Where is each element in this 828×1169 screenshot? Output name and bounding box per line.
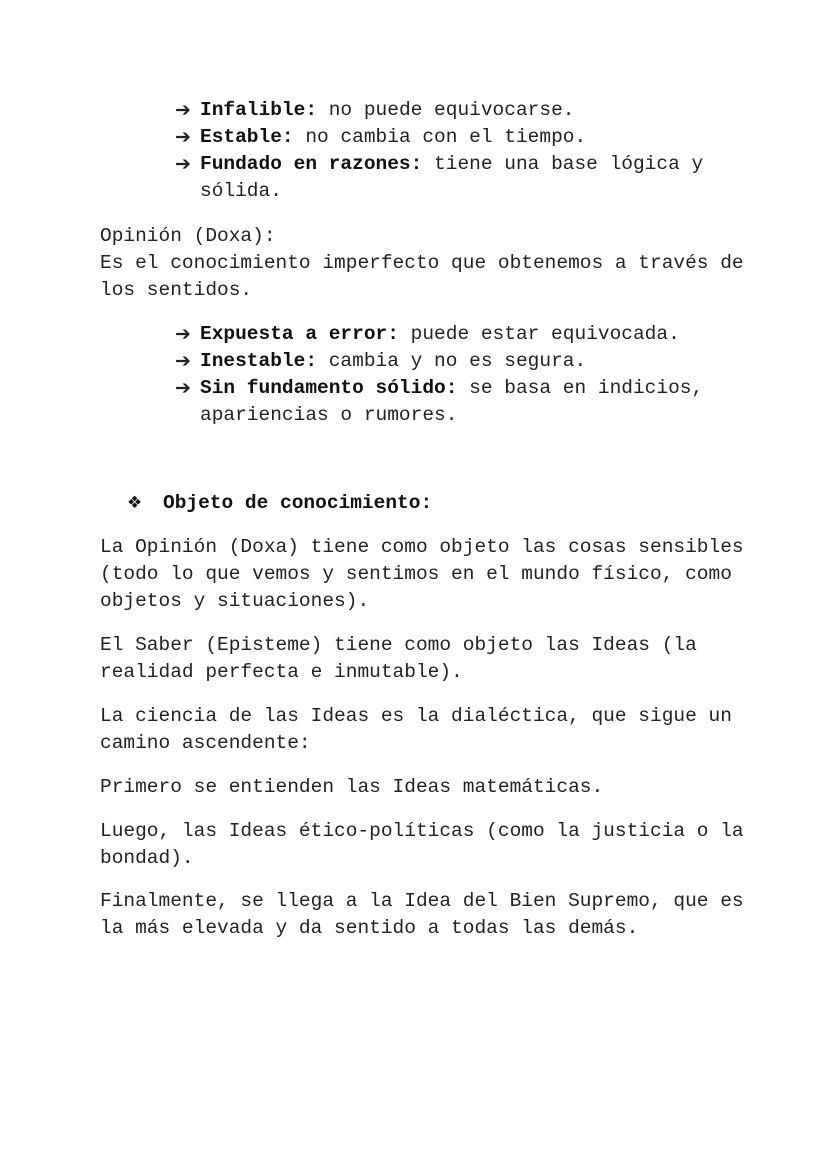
paragraph <box>100 703 760 757</box>
paragraph-text: Primero se entienden las Ideas matemáticas. <box>100 776 604 798</box>
paragraph <box>100 632 760 686</box>
list-item-term: Infalible: <box>200 99 318 121</box>
list-item-term: Sin fundamento sólido: <box>200 377 458 399</box>
list-item-term: Fundado en razones: <box>200 153 423 175</box>
saber-characteristics-list <box>175 97 735 205</box>
list-item-term: Inestable: <box>200 350 318 372</box>
arrow-right-icon: ➔ <box>175 377 191 399</box>
section-heading <box>127 490 432 517</box>
paragraph-text: La ciencia de las Ideas es la dialéctica, que sigue un camino ascendente: <box>100 705 732 754</box>
diamond-bullet-icon: ❖ <box>127 493 143 513</box>
list-item-desc: tiene una base lógica y sólida. <box>200 153 704 202</box>
arrow-right-icon: ➔ <box>175 323 191 345</box>
paragraph <box>100 774 760 801</box>
paragraph-text: Finalmente, se llega a la Idea del Bien Supremo, que es la más elevada y da sentido a todas las demás. <box>100 890 744 939</box>
list-item <box>175 321 735 348</box>
paragraph <box>100 888 760 942</box>
section-heading-text: Objeto de conocimiento: <box>163 492 433 514</box>
opinion-definition: Es el conocimiento imperfecto que obtenemos a través de los sentidos. <box>100 252 744 301</box>
list-item-desc: cambia y no es segura. <box>317 350 587 372</box>
list-item <box>175 124 735 151</box>
paragraph <box>100 534 760 615</box>
paragraph-text: La Opinión (Doxa) tiene como objeto las cosas sensibles (todo lo que vemos y sentimos en el mundo físico, como objetos y situaciones). <box>100 536 744 612</box>
list-item <box>175 375 735 429</box>
paragraph-text: El Saber (Episteme) tiene como objeto las Ideas (la realidad perfecta e inmutable). <box>100 634 697 683</box>
arrow-right-icon: ➔ <box>175 153 191 175</box>
arrow-right-icon: ➔ <box>175 99 191 121</box>
list-item-desc: no cambia con el tiempo. <box>293 126 587 148</box>
list-item-term: Expuesta a error: <box>200 323 399 345</box>
list-item <box>175 348 735 375</box>
paragraph-text: Luego, las Ideas ético-políticas (como la justicia o la bondad). <box>100 820 744 869</box>
list-item <box>175 151 735 205</box>
opinion-title: Opinión (Doxa): <box>100 225 276 247</box>
paragraph <box>100 818 780 872</box>
arrow-right-icon: ➔ <box>175 126 191 148</box>
opinion-characteristics-list <box>175 321 735 429</box>
list-item-desc: puede estar equivocada. <box>398 323 680 345</box>
list-item <box>175 97 735 124</box>
list-item-desc: se basa en indicios, apariencias o rumores. <box>200 377 704 426</box>
list-item-desc: no puede equivocarse. <box>317 99 575 121</box>
opinion-section <box>100 223 760 304</box>
arrow-right-icon: ➔ <box>175 350 191 372</box>
list-item-term: Estable: <box>200 126 294 148</box>
